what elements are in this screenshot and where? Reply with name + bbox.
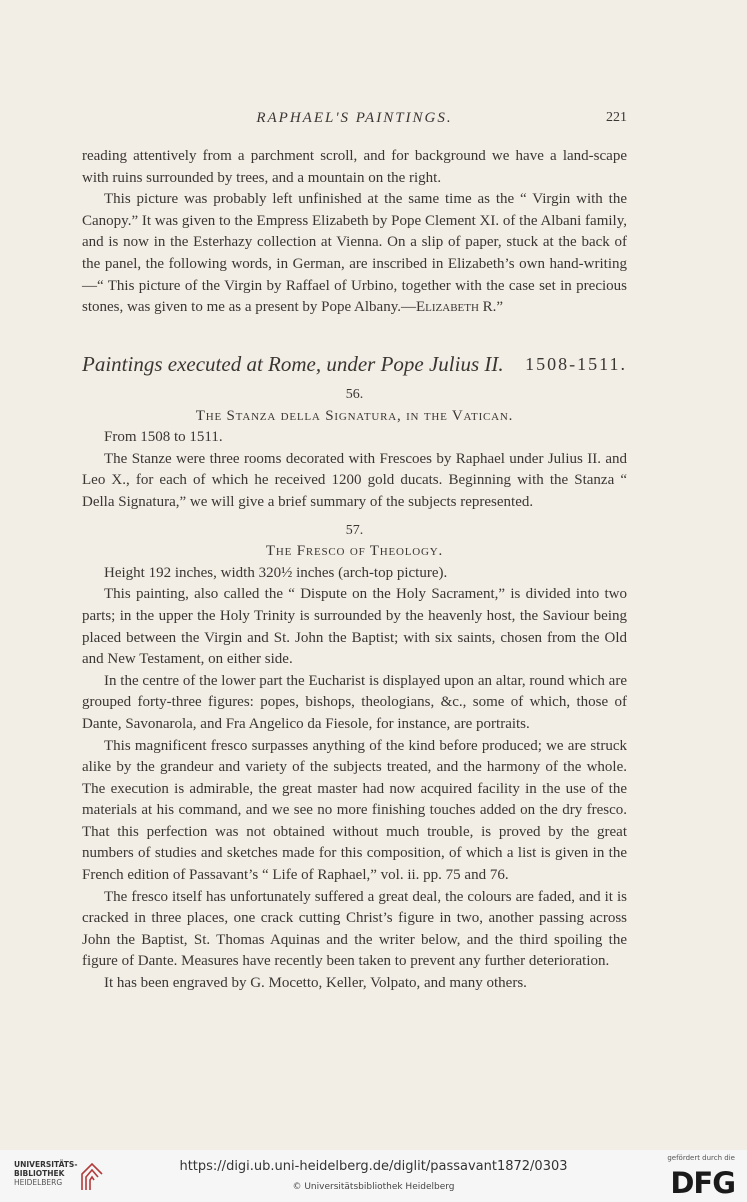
permalink-url[interactable]: https://digi.ub.uni-heidelberg.de/diglit/passavant1872/0303 bbox=[179, 1159, 568, 1174]
paragraph: The Stanze were three rooms decorated with Frescoes by Raphael under Julius II. and Leo X., for each of which he received 1200 gold ducats. Beginning with the Stanza “ Della Signatura,” we will give a brief summary of the subjects represented. bbox=[82, 450, 627, 510]
library-name: UNIVERSITÄTS- BIBLIOTHEK HEIDELBERG bbox=[14, 1160, 78, 1187]
paragraph: reading attentively from a parchment scroll, and for background we have a land-scape with ruins surrounded by trees, and a mountain on the right. bbox=[82, 148, 627, 186]
paragraph: Height 192 inches, width 320½ inches (arch-top picture). bbox=[104, 564, 448, 581]
section-title: Paintings executed at Rome, under Pope Julius II. bbox=[82, 352, 504, 376]
paragraph bbox=[82, 189, 627, 319]
copyright-notice: © Universitätsbibliothek Heidelberg bbox=[292, 1182, 455, 1192]
entry-number: 56. bbox=[345, 387, 364, 402]
funder-badge[interactable] bbox=[659, 1154, 735, 1198]
paragraph-text: This picture was probably left unfinished at the same time as the “ Virgin with the Canopy.” It was given to the Empress Elizabeth by Pope Clement XI. of the Albani family, and is now in the Esterhazy collection at Vienna. On a slip of paper, stuck at the back of the panel, the following words, in German, are inscribed in Elizabeth’s own hand-writing—“ This picture of the Virgin by Raffael of Urbino, together with the case set in precious stones, was given to me as a present by Pope Albany.— bbox=[82, 191, 627, 316]
paragraph-text: R.” bbox=[478, 299, 504, 316]
entry-heading: The Stanza della Signatura, in the Vatican. bbox=[195, 407, 514, 424]
paragraph: It has been engraved by G. Mocetto, Keller, Volpato, and many others. bbox=[104, 975, 527, 992]
paragraph: From 1508 to 1511. bbox=[104, 429, 223, 446]
funding-label: gefördert durch die bbox=[667, 1154, 735, 1162]
page-header bbox=[82, 110, 627, 132]
dfg-logo: DFG bbox=[670, 1166, 735, 1200]
entry-number: 57. bbox=[345, 522, 364, 538]
signature-name: Elizabeth bbox=[415, 299, 479, 316]
text-block-main bbox=[82, 384, 627, 995]
paragraph: In the centre of the lower part the Eucharist is displayed upon an altar, round which are grouped forty-three figures: popes, bishops, theologians, &c., some of which, those of Dante, Savonarola, and Fra Angelico da Fiesole, for instance, are portraits. bbox=[82, 672, 627, 732]
viewer-footer bbox=[0, 1150, 747, 1202]
text-block-top bbox=[82, 146, 627, 319]
paragraph: The fresco itself has unfortunately suffered a great deal, the colours are faded, and it is cracked in three places, one crack cutting Christ’s figure in two, another passing across John the Baptist, St. Thomas Aquinas and the writer below, and the third spoiling the figure of Dante. Measures have recently been taken to prevent any further deterioration. bbox=[82, 888, 627, 970]
section-heading bbox=[82, 352, 627, 377]
paragraph: This painting, also called the “ Dispute on the Holy Sacrament,” is divided into two parts; in the upper the Holy Trinity is surrounded by the heavenly host, the Saviour being placed between the Virgin and St. John the Baptist; with six saints, chosen from the Old and New Testament, on either side. bbox=[82, 586, 627, 668]
page-number: 221 bbox=[606, 110, 627, 125]
section-dates: 1508-1511. bbox=[525, 354, 627, 374]
entry-heading: The Fresco of Theology. bbox=[265, 543, 444, 560]
paragraph: This magnificent fresco surpasses anything of the kind before produced; we are struck alike by the grandeur and variety of the subjects treated, and the harmony of the whole. The execution is admirable, the great master had now acquired facility in the use of the materials at his command, and we see no more finishing touches added on the dry fresco. That this perfection was not obtained without much trouble, is proved by the great numbers of studies and sketches made for this composition, of which a list is given in the French edition of Passavant’s “ Life of Raphael,” vol. ii. pp. 75 and 76. bbox=[82, 737, 627, 884]
running-title: RAPHAEL'S PAINTINGS. bbox=[256, 110, 453, 126]
